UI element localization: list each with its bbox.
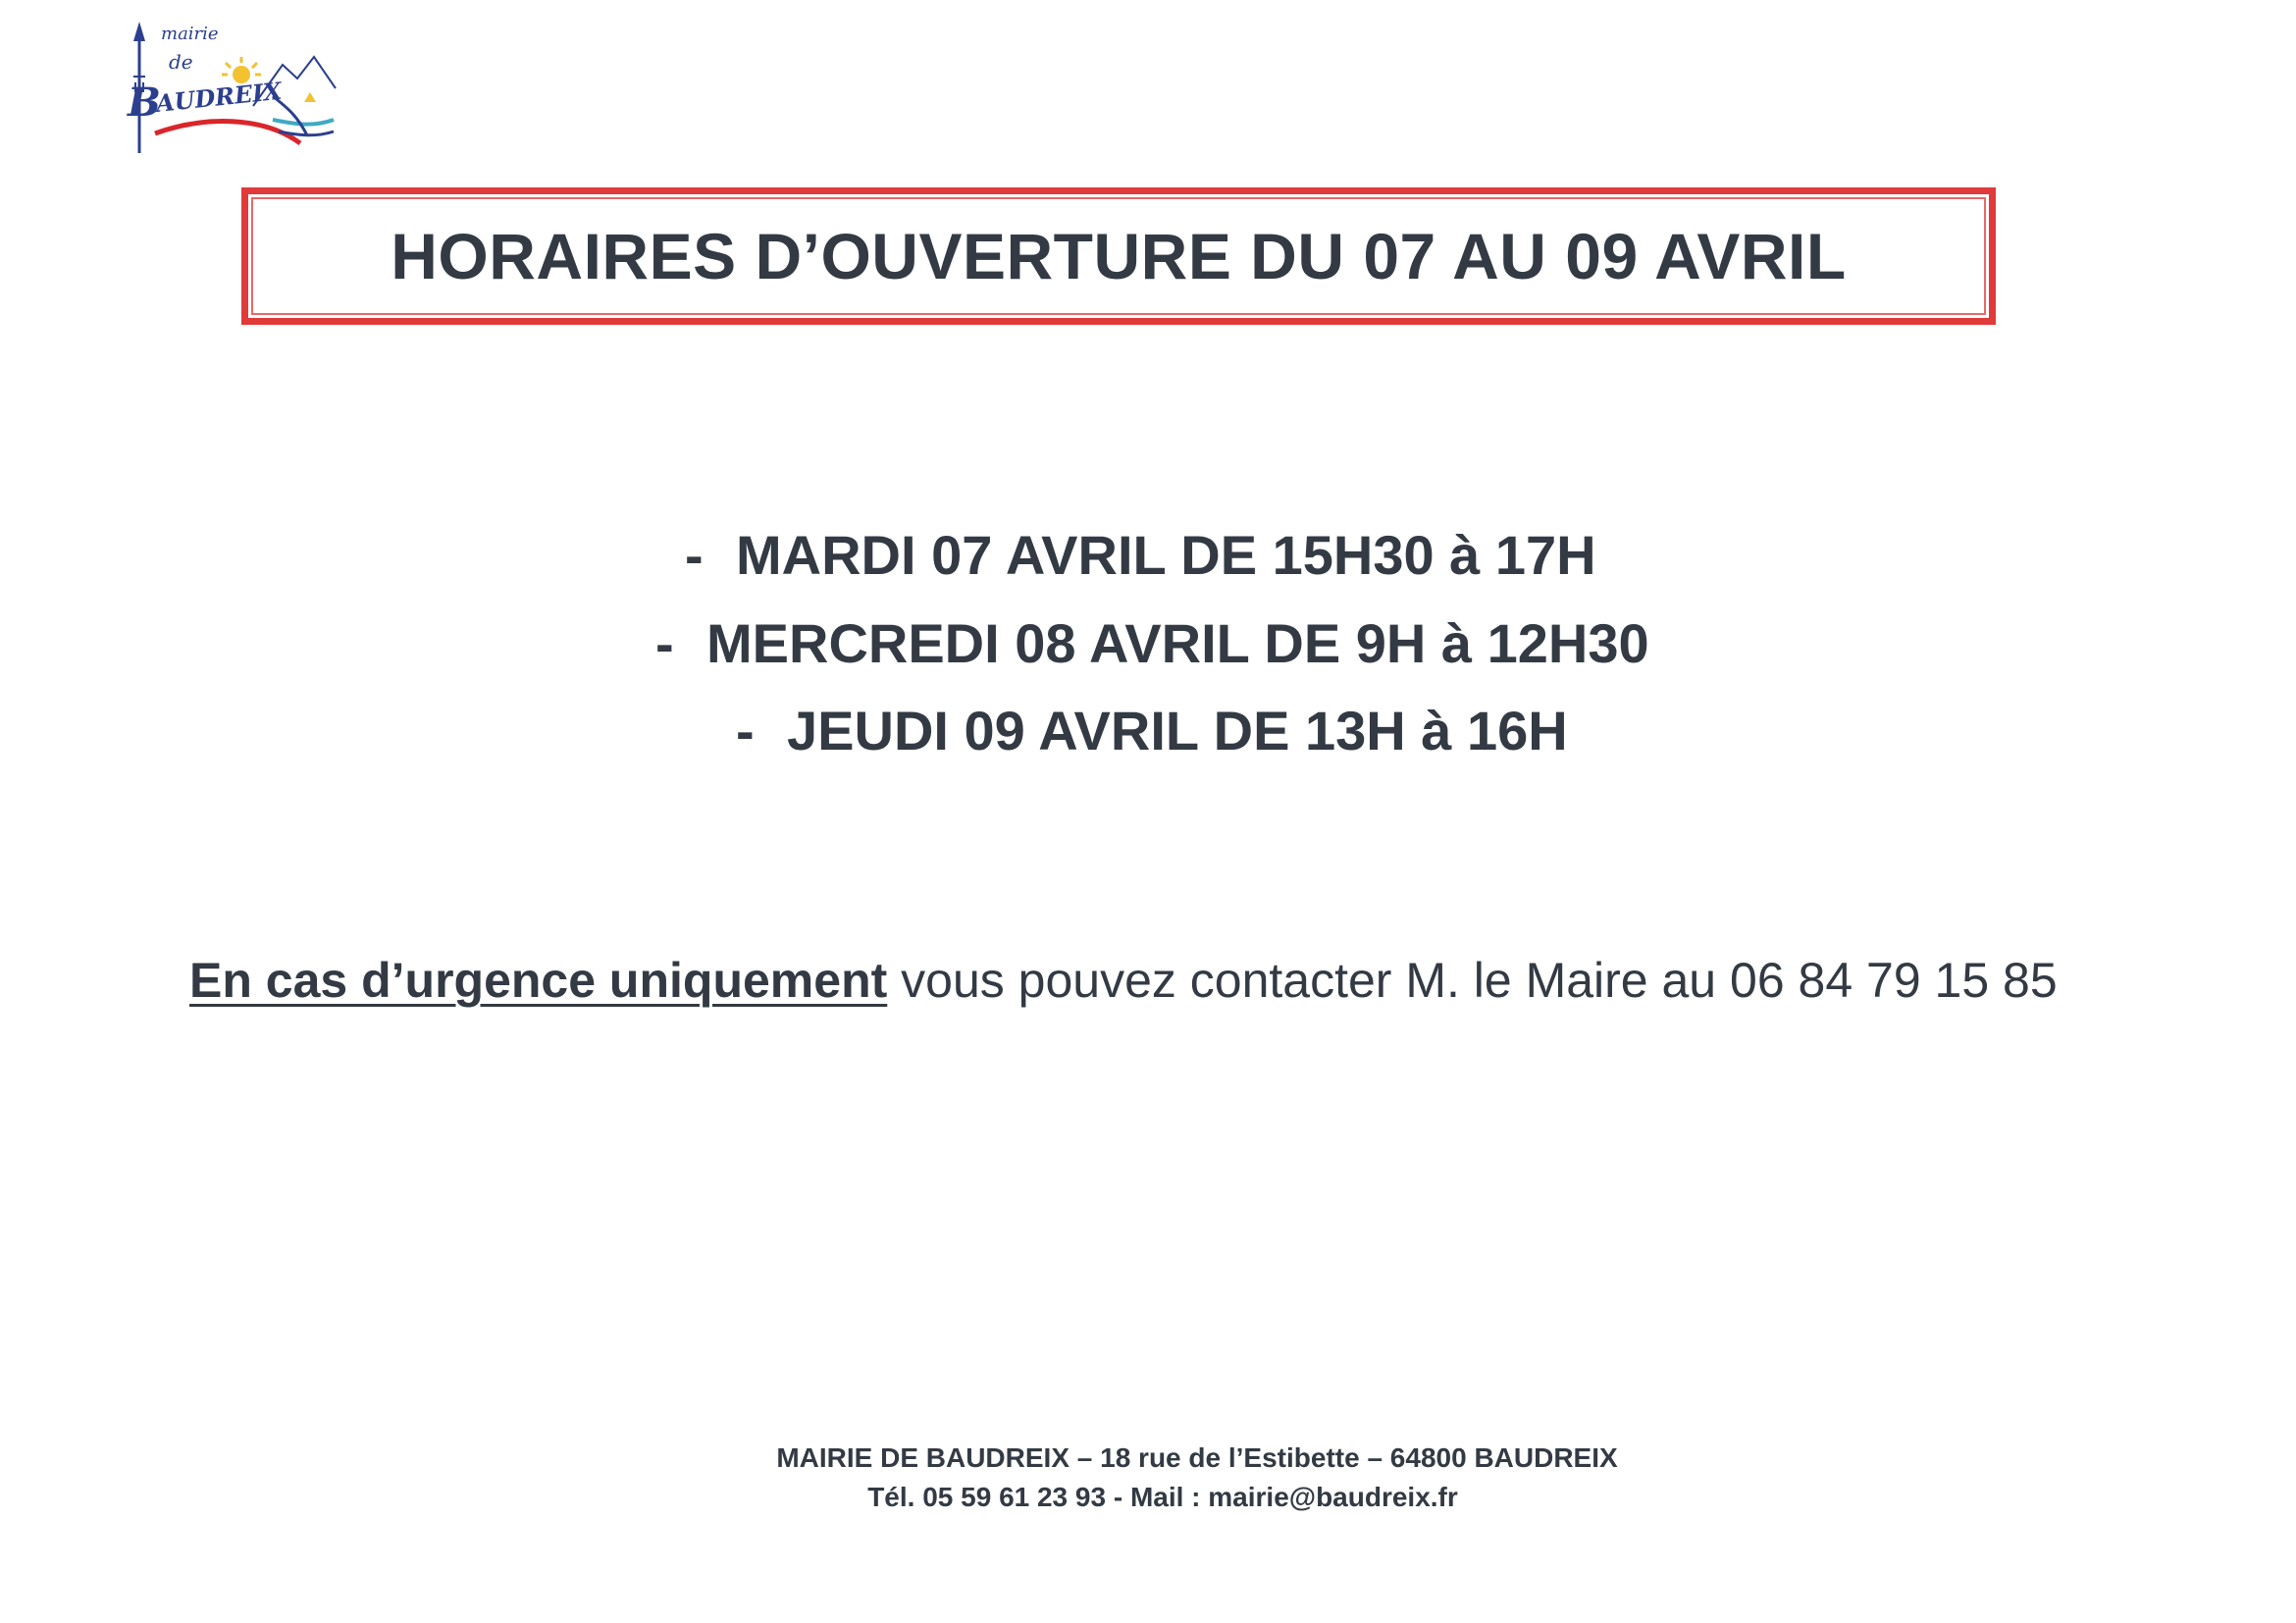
- logo-name-text: AUDREIX: [154, 76, 284, 118]
- title-box-inner: [251, 197, 1986, 315]
- tower-spire-icon: [133, 22, 145, 41]
- schedule-item-label: JEUDI 09 AVRIL DE 13H à 16H: [787, 699, 1568, 761]
- red-swoosh-icon: [155, 122, 300, 143]
- urgence-emphasis: En cas d’urgence uniquement: [189, 953, 888, 1008]
- mairie-logo: [126, 18, 337, 157]
- schedule-item: [736, 691, 1568, 769]
- schedule-item: [655, 603, 1649, 682]
- water-icon: [273, 120, 334, 125]
- list-dash: -: [655, 611, 674, 674]
- footer-address: MAIRIE DE BAUDREIX – 18 rue de l’Estibette – 64800 BAUDREIX: [776, 1442, 1618, 1473]
- urgence-text: vous pouvez contacter M. le Maire au 06 84 79 15 85: [887, 953, 2058, 1008]
- logo-graphic: [126, 18, 337, 157]
- list-dash: -: [685, 523, 704, 586]
- sail-icon: [304, 92, 316, 102]
- logo-de-text: de: [169, 50, 193, 74]
- footer-contact: Tél. 05 59 61 23 93 - Mail : mairie@baudreix.fr: [867, 1482, 1458, 1512]
- page-title: HORAIRES D’OUVERTURE DU 07 AU 09 AVRIL: [391, 220, 1847, 292]
- svg-text:B: B: [128, 79, 161, 126]
- urgence-notice: [189, 952, 2058, 1009]
- schedule-item: [685, 515, 1596, 594]
- schedule-item-label: MERCREDI 08 AVRIL DE 9H à 12H30: [706, 611, 1649, 674]
- list-dash: -: [736, 699, 755, 761]
- logo-mairie-text: mairie: [161, 24, 219, 44]
- title-box: [241, 187, 1996, 325]
- schedule-item-label: MARDI 07 AVRIL DE 15H30 à 17H: [736, 523, 1596, 586]
- footer: [0, 1439, 2296, 1517]
